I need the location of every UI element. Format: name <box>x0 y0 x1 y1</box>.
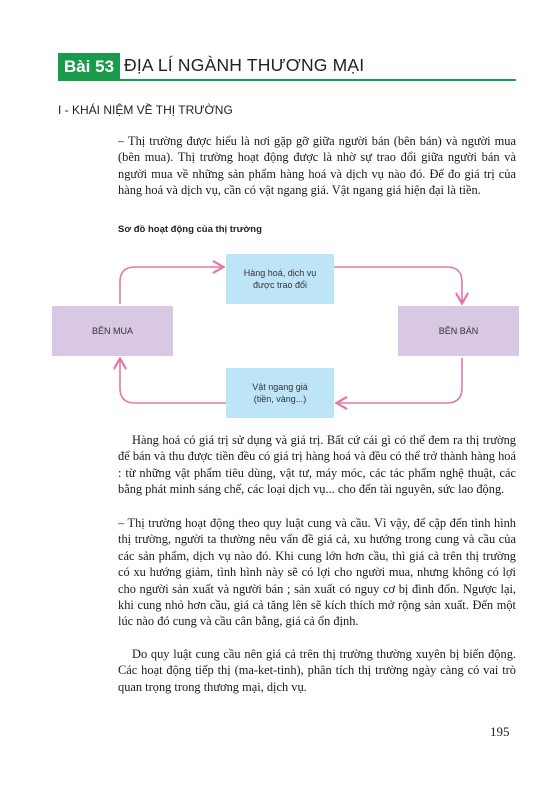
lesson-badge: Bài 53 <box>58 53 120 81</box>
page-number: 195 <box>490 724 510 739</box>
arrow-goods-to-seller <box>334 267 462 302</box>
diagram-title: Sơ đồ hoạt động của thị trường <box>118 224 262 235</box>
goods-services-box <box>226 254 334 304</box>
paragraph-price-fluctuation: Do quy luật cung cầu nên giá cả trên thị trường thường xuyên bị biến động. Các hoạt động tiếp thị (ma-ket-tinh), phân tích thị trường ngày càng có vai trò quan trọng trong thương mại, dịch vụ. <box>118 647 516 694</box>
lesson-header <box>58 53 516 81</box>
buyer-box: BÊN MUA <box>52 306 173 356</box>
money-label-line1: Vật ngang giá <box>252 382 308 392</box>
goods-label-line2: được trao đổi <box>253 280 307 290</box>
lesson-title: ĐỊA LÍ NGÀNH THƯƠNG MẠI <box>124 55 365 75</box>
seller-box: BÊN BÁN <box>398 306 519 356</box>
equivalent-value-box <box>226 368 334 418</box>
arrow-buyer-to-goods <box>120 267 222 304</box>
paragraph-supply-demand: – Thị trường hoạt động theo quy luật cung và cầu. Vì vậy, để cập đến tình hình thị trường, người ta thường nêu vấn đề giá cả, xu hướng trong cung và cầu của các sản phẩm, dịch vụ nào đó. Khi cung lớn hơn cầu, thì giá cả trên thị trường có xu hướng giảm, tình hình này sẽ có lợi cho người mua, nhưng không có lợi cho người sản xuất và người bán ; sản xuất có nguy cơ bị đình đốn. Ngược lại, khi cung nhỏ hơn cầu, giá cả tăng lên sẽ kích thích mở rộng sản xuất. Đến một lúc nào đó cung và cầu cân bằng, giá cả ổn định. <box>118 516 516 629</box>
arrow-money-to-buyer <box>120 360 226 403</box>
arrow-seller-to-money <box>338 358 462 403</box>
goods-label-line1: Hàng hoá, dịch vụ <box>243 268 317 278</box>
section-heading: I - KHÁI NIỆM VỀ THỊ TRƯỜNG <box>58 103 233 117</box>
paragraph-market-definition: – Thị trường được hiểu là nơi gặp gỡ giữa người bán (bên bán) và người mua (bên mua). Thị trường hoạt động được là nhờ sự trao đổi giữa người bán và người mua về những sản phẩm hàng hoá và dịch vụ nào đó. Để đo giá trị của hàng hoá và dịch vụ, cần có vật ngang giá. Vật ngang giá hiện đại là tiền. <box>118 134 516 198</box>
header-divider <box>58 79 516 81</box>
paragraph-goods-value: Hàng hoá có giá trị sử dụng và giá trị. Bất cứ cái gì có thể đem ra thị trường để bán và thu được tiền đều có giá trị hàng hoá và đều có thể trở thành hàng hoá : từ những vật phẩm tiêu dùng, vật tư, máy móc, các tác phẩm nghệ thuật, các bằng phát minh sáng chế, các loại dịch vụ... cho đến tài nguyên, sức lao động. <box>118 433 516 497</box>
money-label-line2: (tiền, vàng...) <box>253 394 307 404</box>
